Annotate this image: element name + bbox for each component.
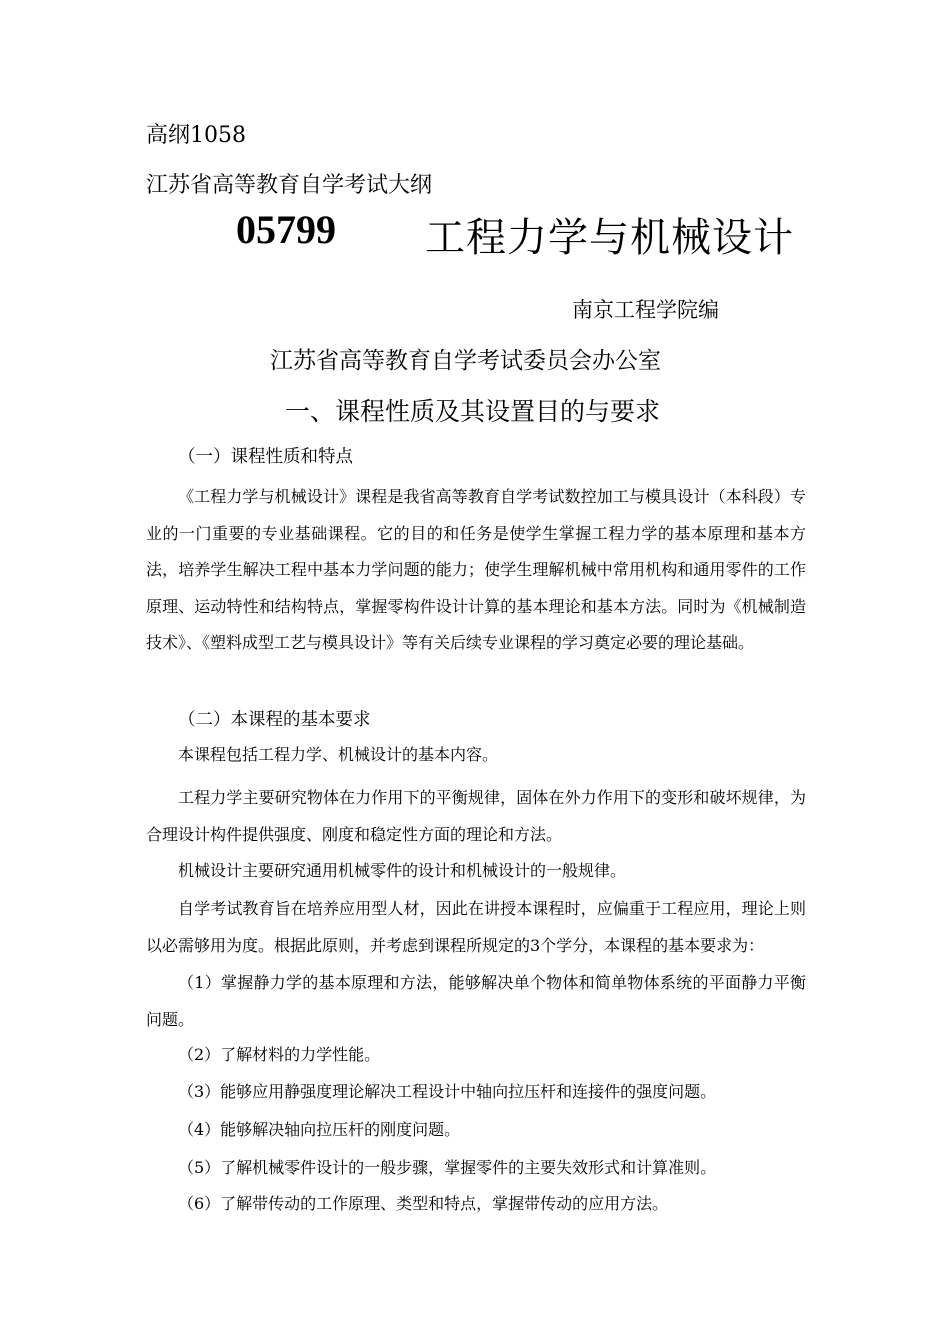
subsection-heading-1: （一）课程性质和特点 <box>178 447 353 467</box>
requirement-item: （4）能够解决轴向拉压杆的刚度问题。 <box>178 1120 461 1139</box>
compiler-line: 南京工程学院编 <box>572 298 719 322</box>
paragraph-content-scope: 本课程包括工程力学、机械设计的基本内容。 <box>178 745 499 764</box>
requirement-item: （3）能够应用静强度理论解决工程设计中轴向拉压杆和连接件的强度问题。 <box>178 1082 717 1101</box>
course-number: 05799 <box>236 207 336 252</box>
paragraph-machine-design: 机械设计主要研究通用机械零件的设计和机械设计的一般规律。 <box>178 861 627 880</box>
course-name: 工程力学与机械设计 <box>425 215 794 261</box>
committee-line: 江苏省高等教育自学考试委员会办公室 <box>270 348 661 374</box>
course-nature-paragraph: 《工程力学与机械设计》课程是我省高等教育自学考试数控加工与模具设计（本科段）专业的一门重要的专业基础课程。它的目的和任务是使学生掌握工程力学的基本原理和基本方法，培养学生解决工程中基本力学问题的能力；使学生理解机械中常用机构和通用零件的工作原理、运动特性和结构特点，掌握零构件设计计算的基本理论和基本方法。同时为《机械制造技术》、《塑料成型工艺与模具设计》等有关后续专业课程的学习奠定必要的理论基础。 <box>146 487 806 653</box>
outline-title: 江苏省高等教育自学考试大纲 <box>146 173 433 198</box>
requirement-item: （5）了解机械零件设计的一般步骤，掌握零件的主要失效形式和计算准则。 <box>178 1158 717 1177</box>
document-code: 高纲1058 <box>146 123 246 148</box>
requirement-item: （2）了解材料的力学性能。 <box>178 1045 381 1064</box>
section-heading: 一、课程性质及其设置目的与要求 <box>285 397 661 426</box>
requirement-item: （6）了解带传动的工作原理、类型和特点，掌握带传动的应用方法。 <box>178 1194 669 1213</box>
subsection-heading-2: （二）本课程的基本要求 <box>178 710 371 730</box>
paragraph-mechanics: 工程力学主要研究物体在力作用下的平衡规律，固体在外力作用下的变形和破坏规律，为合理设计构件提供强度、刚度和稳定性方面的理论和方法。 <box>146 788 806 844</box>
requirement-item: （1）掌握静力学的基本原理和方法，能够解决单个物体和简单物体系统的平面静力平衡问题。 <box>146 973 806 1029</box>
paragraph-education-goal: 自学考试教育旨在培养应用型人材，因此在讲授本课程时，应偏重于工程应用，理论上则以必需够用为度。根据此原则，并考虑到课程所规定的3个学分，本课程的基本要求为： <box>146 899 806 955</box>
